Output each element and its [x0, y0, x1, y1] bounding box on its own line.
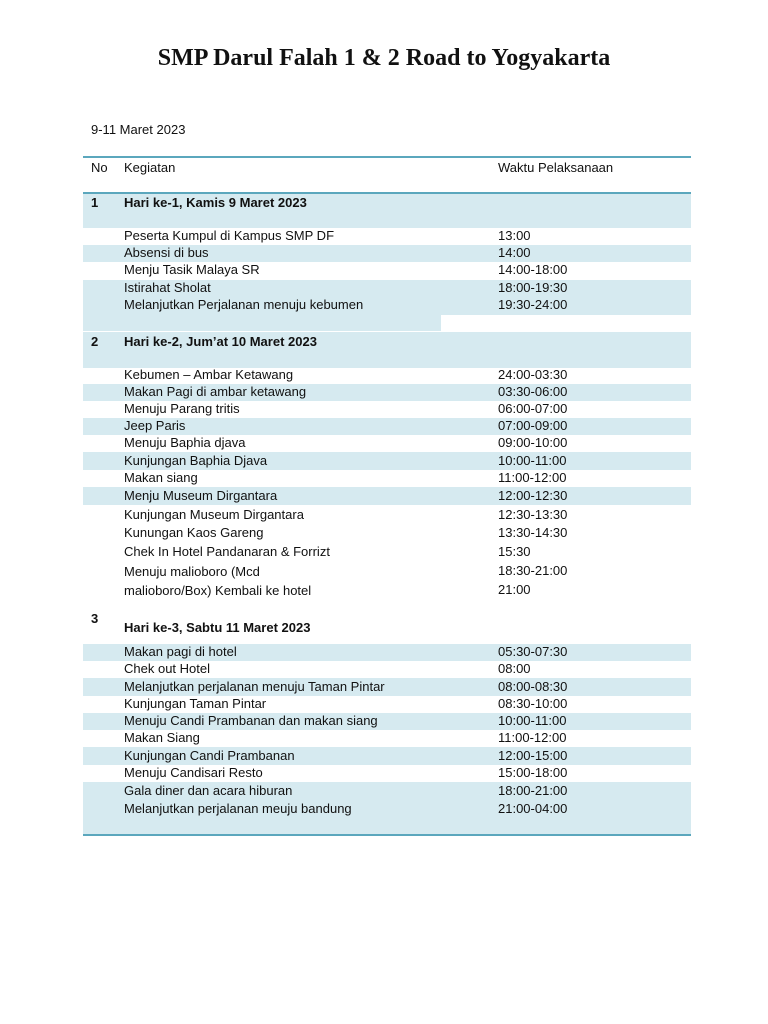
time-cell: 15:30	[498, 544, 531, 559]
activity-cell: Istirahat Sholat	[124, 280, 211, 295]
table-row	[83, 297, 691, 315]
time-cell: 19:30-24:00	[498, 297, 568, 312]
day-label: Hari ke-2, Jum’at 10 Maret 2023	[124, 334, 317, 349]
activity-cell: Kebumen – Ambar Ketawang	[124, 367, 294, 382]
table-row	[83, 747, 691, 765]
time-cell: 08:00	[498, 661, 531, 676]
time-cell: 13:30-14:30	[498, 525, 568, 540]
activity-cell: Absensi di bus	[124, 245, 209, 260]
time-cell: 14:00	[498, 245, 531, 260]
activity-cell: Gala diner dan acara hiburan	[124, 783, 293, 798]
activity-cell: Peserta Kumpul di Kampus SMP DF	[124, 228, 335, 243]
time-cell: 06:00-07:00	[498, 401, 568, 416]
day-header-row	[83, 332, 691, 368]
table-row	[83, 470, 691, 487]
activity-cell: Makan Siang	[124, 730, 200, 745]
table-row	[83, 384, 691, 401]
time-cell: 13:00	[498, 228, 531, 243]
table-bottom-rule	[83, 834, 691, 836]
activity-cell: Makan Pagi di ambar ketawang	[124, 384, 307, 399]
activity-cell: Menuju Candi Prambanan dan makan siang	[124, 713, 378, 728]
table-row	[83, 262, 691, 280]
activity-cell: Menuju Baphia djava	[124, 435, 246, 450]
table-row	[83, 696, 691, 713]
activity-cell: Jeep Paris	[124, 418, 186, 433]
table-row	[83, 418, 691, 435]
activity-cell: malioboro/Box) Kembali ke hotel	[124, 583, 312, 598]
table-row	[83, 644, 691, 661]
time-cell: 18:30-21:00	[498, 563, 568, 578]
time-cell: 18:00-19:30	[498, 280, 568, 295]
table-row	[83, 245, 691, 262]
day-number: 2	[91, 334, 99, 349]
time-cell: 21:00-04:00	[498, 801, 568, 816]
activity-cell: Kunjungan Baphia Djava	[124, 453, 268, 468]
header-no: No	[91, 160, 108, 175]
time-cell: 11:00-12:00	[498, 470, 567, 485]
day-number: 3	[91, 611, 99, 626]
activity-cell: Kunjungan Museum Dirgantara	[124, 507, 304, 522]
activity-cell: Chek out Hotel	[124, 661, 210, 676]
time-cell: 11:00-12:00	[498, 730, 567, 745]
activity-cell: Melanjutkan perjalanan menuju Taman Pintar	[124, 679, 385, 694]
table-row	[83, 563, 691, 582]
table-row	[83, 544, 691, 563]
time-cell: 24:00-03:30	[498, 367, 568, 382]
page-title: SMP Darul Falah 1 & 2 Road to Yogyakarta	[157, 45, 611, 71]
activity-cell: Menju Museum Dirgantara	[124, 488, 278, 503]
table-row	[83, 678, 691, 696]
table-row	[83, 782, 691, 834]
table-row	[83, 367, 691, 384]
table-row	[83, 730, 691, 747]
time-cell: 05:30-07:30	[498, 644, 568, 659]
day-header-row	[83, 608, 691, 644]
day-header-row	[83, 194, 691, 228]
activity-cell: Makan siang	[124, 470, 198, 485]
activity-cell: Chek In Hotel Pandanaran & Forrizt	[124, 544, 330, 559]
table-row	[83, 506, 691, 525]
time-cell: 08:30-10:00	[498, 696, 568, 711]
activity-cell: Melanjutkan perjalanan meuju bandung	[124, 801, 352, 816]
table-row	[83, 401, 691, 418]
time-cell: 12:30-13:30	[498, 507, 568, 522]
activity-cell: Kunungan Kaos Gareng	[124, 525, 264, 540]
time-cell: 07:00-09:00	[498, 418, 568, 433]
table-row	[83, 661, 691, 678]
time-cell: 21:00	[498, 582, 531, 597]
date-range: 9-11 Maret 2023	[91, 122, 186, 137]
activity-cell: Melanjutkan Perjalanan menuju kebumen	[124, 297, 364, 312]
activity-cell: Kunjungan Taman Pintar	[124, 696, 267, 711]
activity-cell: Menju Tasik Malaya SR	[124, 262, 260, 277]
table-row	[83, 435, 691, 452]
activity-cell: Menuju Candisari Resto	[124, 765, 263, 780]
activity-cell: Menuju malioboro (Mcd	[124, 564, 260, 579]
table-row	[83, 765, 691, 782]
time-cell: 08:00-08:30	[498, 679, 568, 694]
day-label: Hari ke-3, Sabtu 11 Maret 2023	[124, 620, 311, 635]
time-cell: 03:30-06:00	[498, 384, 568, 399]
table-row	[83, 452, 691, 470]
table-header-row	[83, 158, 691, 192]
activity-cell: Makan pagi di hotel	[124, 644, 237, 659]
time-cell: 12:00-12:30	[498, 488, 568, 503]
table-row	[83, 525, 691, 544]
day-label: Hari ke-1, Kamis 9 Maret 2023	[124, 195, 307, 210]
time-cell: 09:00-10:00	[498, 435, 568, 450]
time-cell: 18:00-21:00	[498, 783, 568, 798]
day-number: 1	[91, 195, 99, 210]
time-cell: 10:00-11:00	[498, 453, 567, 468]
table-row	[83, 487, 691, 505]
header-activity: Kegiatan	[124, 160, 176, 175]
activity-cell: Menuju Parang tritis	[124, 401, 240, 416]
header-time: Waktu Pelaksanaan	[498, 160, 614, 175]
table-row	[83, 713, 691, 730]
time-cell: 12:00-15:00	[498, 748, 568, 763]
row-spacer	[83, 315, 441, 331]
table-row	[83, 280, 691, 297]
table-row	[83, 582, 691, 601]
table-row	[83, 228, 691, 245]
time-cell: 15:00-18:00	[498, 765, 568, 780]
activity-cell: Kunjungan Candi Prambanan	[124, 748, 295, 763]
time-cell: 14:00-18:00	[498, 262, 568, 277]
time-cell: 10:00-11:00	[498, 713, 567, 728]
